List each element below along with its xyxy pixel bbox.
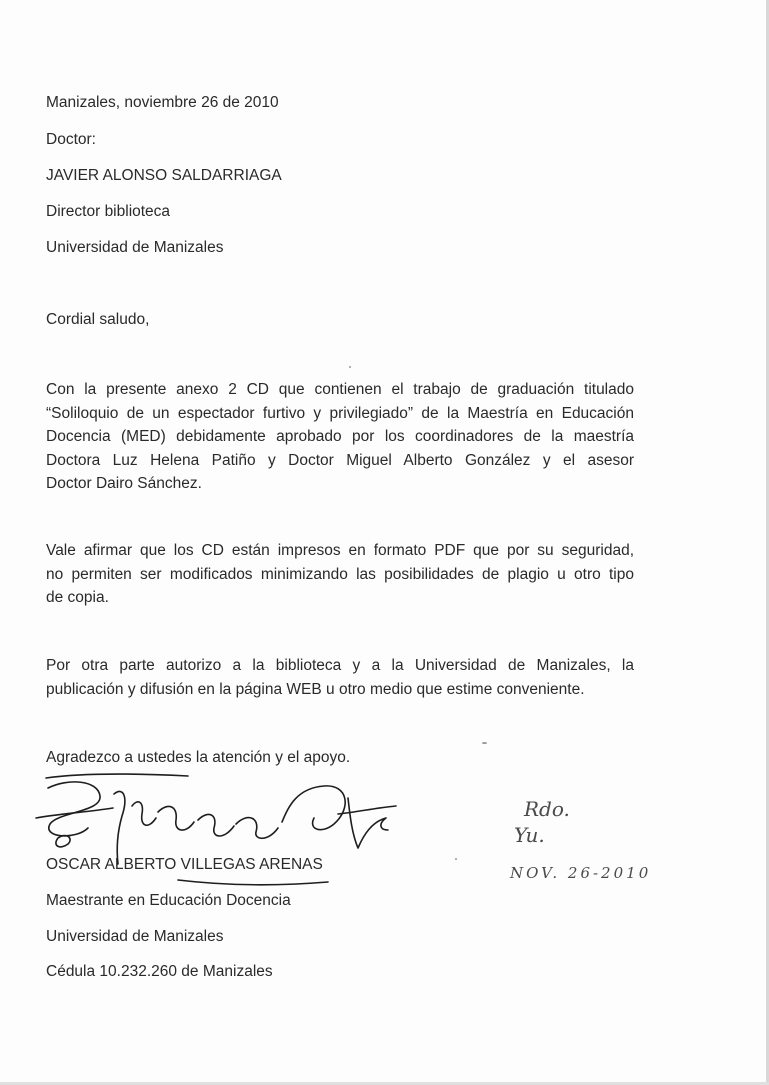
paragraph-line: no permiten ser modificados minimizando las posibilidades de plagio u otro tipo <box>46 565 634 583</box>
handwritten-signature <box>28 768 418 898</box>
paragraph-line: publicación y difusión en la página WEB u otro medio que estime conveniente. <box>46 680 585 698</box>
scan-speck <box>455 858 457 860</box>
scan-speck <box>349 366 351 368</box>
paragraph-line: Doctor Dairo Sánchez. <box>46 475 202 492</box>
recipient-title: Doctor: <box>46 131 96 148</box>
received-note-line: Rdo. <box>524 797 570 821</box>
paragraph-authorization <box>46 654 634 701</box>
paragraph-line: de copia. <box>46 589 109 606</box>
paragraph-line: Con la presente anexo 2 CD que contienen el trabajo de graduación titulado <box>46 381 634 398</box>
received-note <box>498 790 678 885</box>
paragraph-line: Vale afirmar que los CD están impresos en formato PDF que por su seguridad, <box>46 542 634 559</box>
paragraph-line: Por otra parte autorizo a la biblioteca y a la Universidad de Manizales, la <box>46 657 634 674</box>
recipient-name: JAVIER ALONSO SALDARRIAGA <box>46 167 282 184</box>
signer-name: OSCAR ALBERTO VILLEGAS ARENAS <box>46 856 323 873</box>
paragraph-line: Docencia (MED) debidamente aprobado por los coordinadores de la maestría <box>46 428 634 445</box>
recipient-role: Director biblioteca <box>46 203 171 220</box>
signer-institution: Universidad de Manizales <box>46 928 224 945</box>
received-note-line: NOV. 26-2010 <box>510 864 652 882</box>
recipient-institution: Universidad de Manizales <box>46 239 224 256</box>
received-note-line: Yu. <box>514 823 545 847</box>
greeting: Cordial saludo, <box>46 311 150 328</box>
scan-speck <box>482 742 487 744</box>
signer-role: Maestrante en Educación Docencia <box>46 892 291 909</box>
closing-line: Agradezco a ustedes la atención y el apoyo. <box>46 749 351 766</box>
signer-id: Cédula 10.232.260 de Manizales <box>46 963 273 980</box>
paragraph-cd-submission <box>46 378 634 496</box>
paragraph-pdf-format <box>46 539 634 610</box>
date-line: Manizales, noviembre 26 de 2010 <box>46 94 279 111</box>
paragraph-line: “Soliloquio de un espectador furtivo y privilegiado” de la Maestría en Educación <box>46 404 634 422</box>
paragraph-line: Doctora Luz Helena Patiño y Doctor Miguel Alberto González y el asesor <box>46 451 634 469</box>
